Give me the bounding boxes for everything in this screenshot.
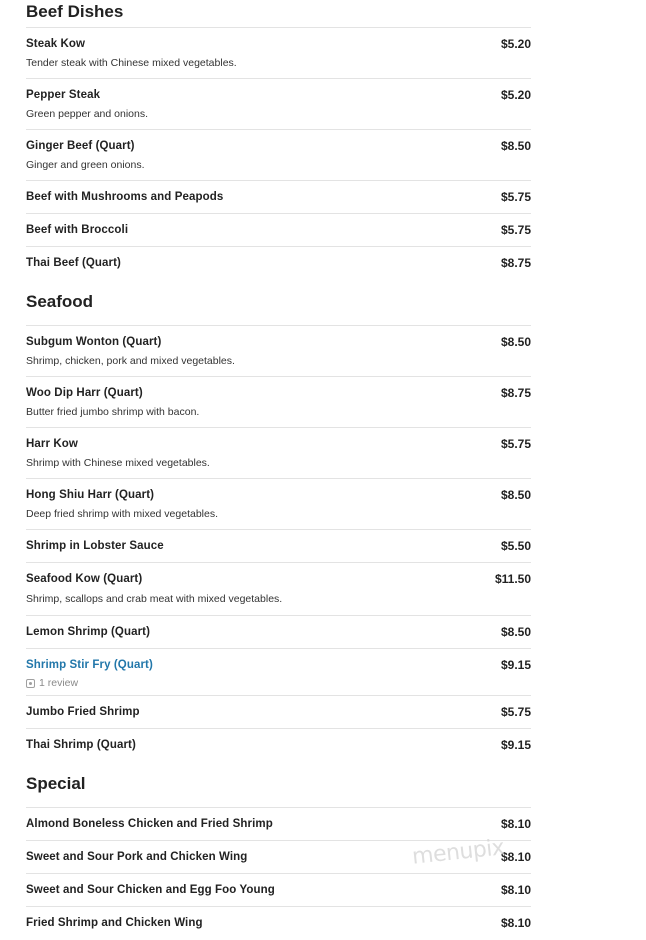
item-name: Sweet and Sour Chicken and Egg Foo Young <box>26 884 275 896</box>
item-description: Green pepper and onions. <box>26 108 149 120</box>
item-name: Seafood Kow (Quart) <box>26 573 143 585</box>
menu-item <box>26 696 531 729</box>
item-price: $8.50 <box>500 625 531 639</box>
review-count: 1 review <box>39 677 79 689</box>
item-name: Beef with Mushrooms and Peapods <box>26 191 224 203</box>
menu-item <box>26 130 531 181</box>
section-seafood <box>26 280 531 762</box>
item-name: Lemon Shrimp (Quart) <box>26 626 151 638</box>
menu-item <box>26 616 531 649</box>
item-price: $8.50 <box>500 488 531 502</box>
item-name: Thai Shrimp (Quart) <box>26 739 136 751</box>
menu <box>26 0 531 940</box>
item-price: $5.75 <box>500 437 531 451</box>
menu-item <box>26 649 531 696</box>
section-beef-dishes <box>26 0 531 280</box>
item-name: Pepper Steak <box>26 89 101 101</box>
item-price: $8.10 <box>500 883 531 897</box>
item-description: Ginger and green onions. <box>26 159 145 171</box>
item-price: $5.20 <box>500 37 531 51</box>
menu-item <box>26 247 531 280</box>
item-name: Jumbo Fried Shrimp <box>26 706 140 718</box>
item-description: Butter fried jumbo shrimp with bacon. <box>26 406 200 418</box>
item-price: $8.10 <box>500 817 531 831</box>
item-name: Ginger Beef (Quart) <box>26 140 135 152</box>
item-description: Deep fried shrimp with mixed vegetables. <box>26 508 219 520</box>
menu-item <box>26 214 531 247</box>
menu-item <box>26 563 531 616</box>
menu-item <box>26 428 531 479</box>
item-name: Steak Kow <box>26 38 86 50</box>
item-name: Shrimp in Lobster Sauce <box>26 540 164 552</box>
menu-item <box>26 28 531 79</box>
item-price: $5.50 <box>500 539 531 553</box>
menu-item <box>26 377 531 428</box>
item-price: $8.10 <box>500 916 531 930</box>
item-price: $8.10 <box>500 850 531 864</box>
menu-item <box>26 479 531 530</box>
menu-item <box>26 530 531 563</box>
item-description: Tender steak with Chinese mixed vegetables. <box>26 57 237 69</box>
menu-item <box>26 808 531 841</box>
menu-item <box>26 326 531 377</box>
item-price: $5.75 <box>500 705 531 719</box>
item-price: $9.15 <box>500 738 531 752</box>
menu-item <box>26 907 531 940</box>
item-description: Shrimp, scallops and crab meat with mixed vegetables. <box>26 593 283 605</box>
item-price: $8.50 <box>500 139 531 153</box>
item-name: Harr Kow <box>26 438 78 450</box>
item-price: $8.75 <box>500 386 531 400</box>
menu-item <box>26 79 531 130</box>
menu-item <box>26 729 531 762</box>
item-name: Almond Boneless Chicken and Fried Shrimp <box>26 818 273 830</box>
section-title: Beef Dishes <box>26 0 531 28</box>
section-title: Special <box>26 762 531 808</box>
item-price: $8.75 <box>500 256 531 270</box>
item-name: Beef with Broccoli <box>26 224 129 236</box>
item-price: $5.75 <box>500 190 531 204</box>
item-price: $8.50 <box>500 335 531 349</box>
item-price: $5.75 <box>500 223 531 237</box>
review-count-link[interactable] <box>26 677 78 689</box>
item-description: Shrimp, chicken, pork and mixed vegetables. <box>26 355 235 367</box>
section-title: Seafood <box>26 280 531 326</box>
watermark-logo: menupix <box>410 835 506 870</box>
menu-item <box>26 181 531 214</box>
item-name: Sweet and Sour Pork and Chicken Wing <box>26 851 248 863</box>
item-name: Fried Shrimp and Chicken Wing <box>26 917 203 929</box>
item-name: Hong Shiu Harr (Quart) <box>26 489 155 501</box>
review-icon <box>26 679 35 688</box>
item-price: $5.20 <box>500 88 531 102</box>
item-name-link[interactable]: Shrimp Stir Fry (Quart) <box>26 659 153 671</box>
menu-item <box>26 874 531 907</box>
item-name: Woo Dip Harr (Quart) <box>26 387 143 399</box>
item-name: Subgum Wonton (Quart) <box>26 336 162 348</box>
item-price: $9.15 <box>500 658 531 672</box>
item-price: $11.50 <box>494 572 531 586</box>
item-description: Shrimp with Chinese mixed vegetables. <box>26 457 210 469</box>
item-name: Thai Beef (Quart) <box>26 257 121 269</box>
